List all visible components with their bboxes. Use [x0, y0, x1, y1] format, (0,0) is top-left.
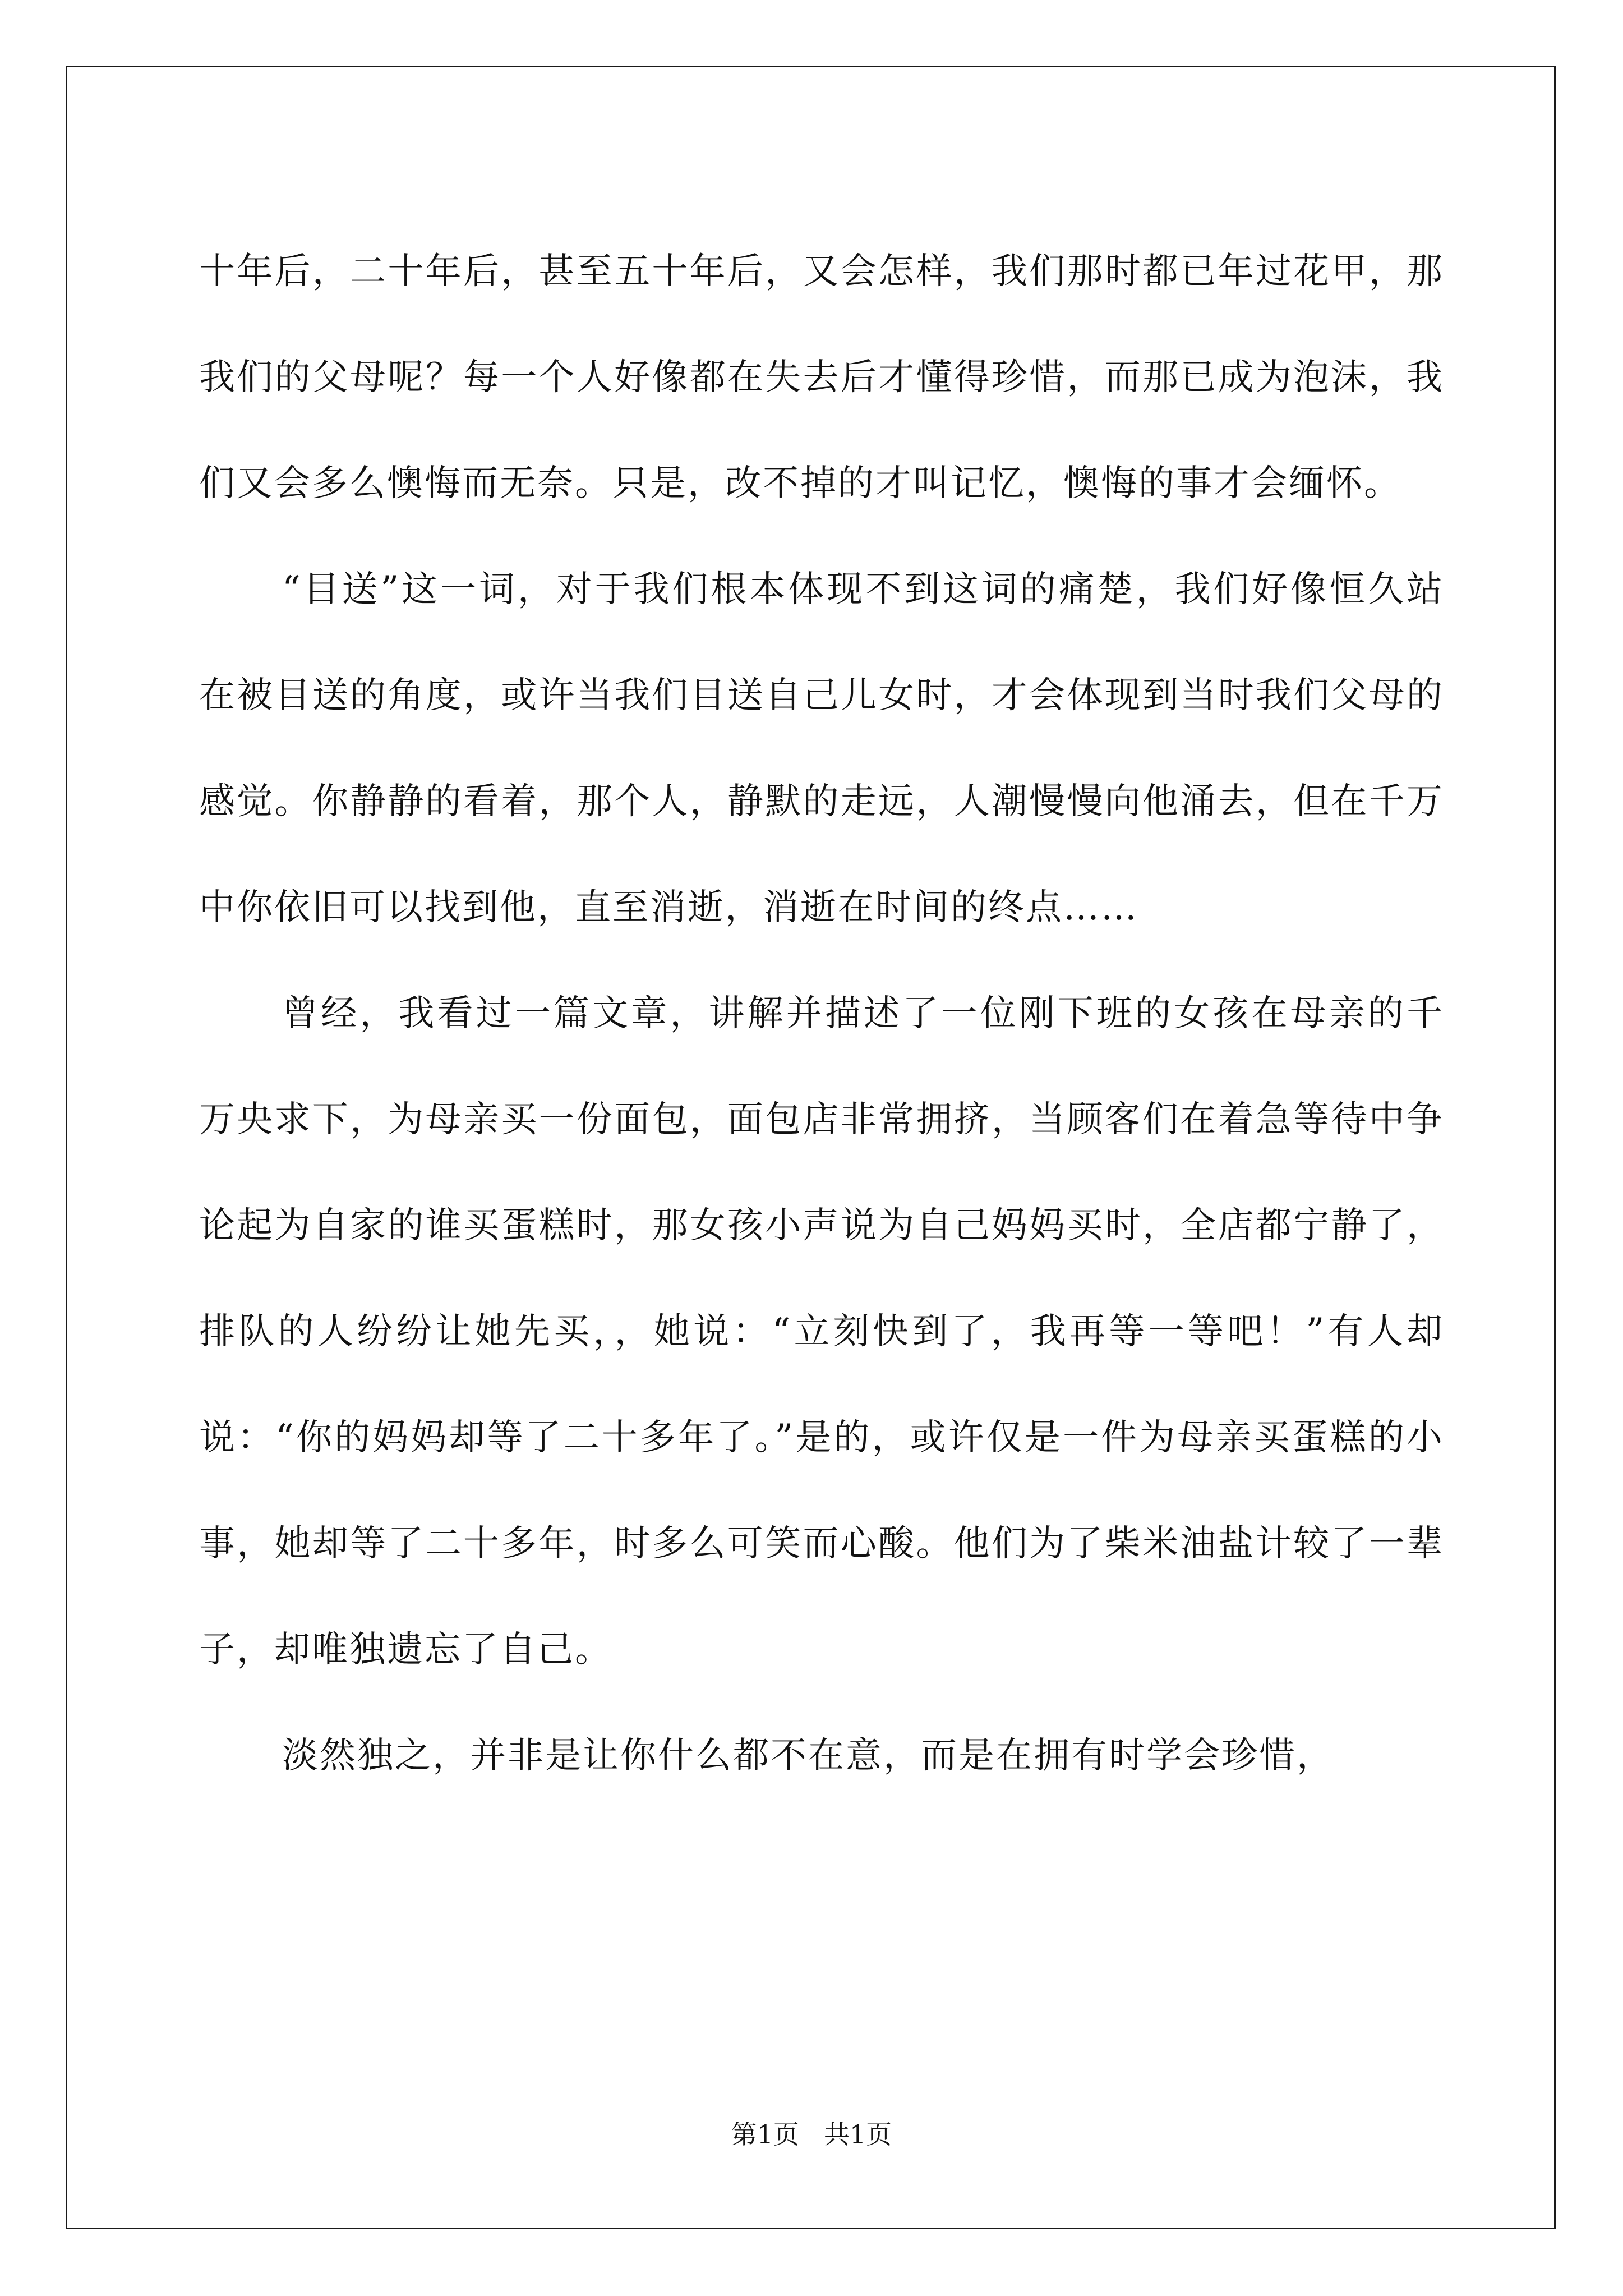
paragraph-1 [199, 219, 1444, 537]
page-footer [0, 2118, 1623, 2151]
text-line: 心酸。他们为了柴米油盐计较了一辈子，却唯独遗忘了自己。 [199, 1523, 1444, 1671]
text-line: 向他涌去，但在千万中你依旧可以找到他，直至消逝，消逝在时间的 [199, 781, 1444, 928]
text-line: “目送”这一词，对于我们根本体现不到这词的痛楚，我们好像 [282, 569, 1330, 610]
paragraph-2 [199, 537, 1444, 961]
page-total: 共1页 [823, 2119, 892, 2150]
document-body [199, 219, 1444, 1809]
text-line: 淡然独之，并非是让你什么都不在意，而是在拥有时学会珍惜， [282, 1735, 1334, 1777]
paragraph-3 [199, 961, 1444, 1703]
text-line: 急等待中争论起为自家的谁买蛋糕时，那女孩小声说为自己妈妈买时， [199, 1099, 1444, 1246]
text-line: 恒久站在被目送的角度，或许当我们目送自己儿女时，才会体现到当 [199, 569, 1445, 716]
text-line: 曾经，我看过一篇文章，讲解并描述了一位刚下班的女孩在母亲 [282, 993, 1368, 1034]
text-line: 全店都宁静了，排队的人纷纷让她先买，，她说：“立刻快到了，我再 [199, 1205, 1444, 1352]
text-line: 悔的事才会缅怀。 [1101, 463, 1401, 504]
page-number: 第1页 [731, 2119, 800, 2150]
text-line: 许仅是一件为母亲买蛋糕的小事，她却等了二十多年，时多么可笑而 [199, 1417, 1444, 1565]
text-line: 成为泡沫，我们又会多么懊悔而无奈。只是，改不掉的才叫记忆，懊 [199, 357, 1444, 504]
text-line: 时我们父母的感觉。你静静的看着，那个人，静默的走远，人潮慢慢 [199, 675, 1444, 822]
paragraph-4 [199, 1703, 1444, 1809]
text-line: 甲，那我们的父母呢？每一个人好像都在失去后才懂得珍惜，而那已 [199, 251, 1444, 398]
text-line: 十年后，二十年后，甚至五十年后，又会怎样，我们那时都已年过花 [199, 251, 1331, 292]
text-line: 等一等吧！”有人却说：“你的妈妈却等了二十多年了。”是的，或 [199, 1311, 1444, 1458]
text-line: 的千万央求下，为母亲买一份面包，面包店非常拥挤，当顾客们在着 [199, 993, 1444, 1140]
text-line: 终点…… [988, 887, 1138, 928]
footer-spacer [799, 2119, 824, 2150]
